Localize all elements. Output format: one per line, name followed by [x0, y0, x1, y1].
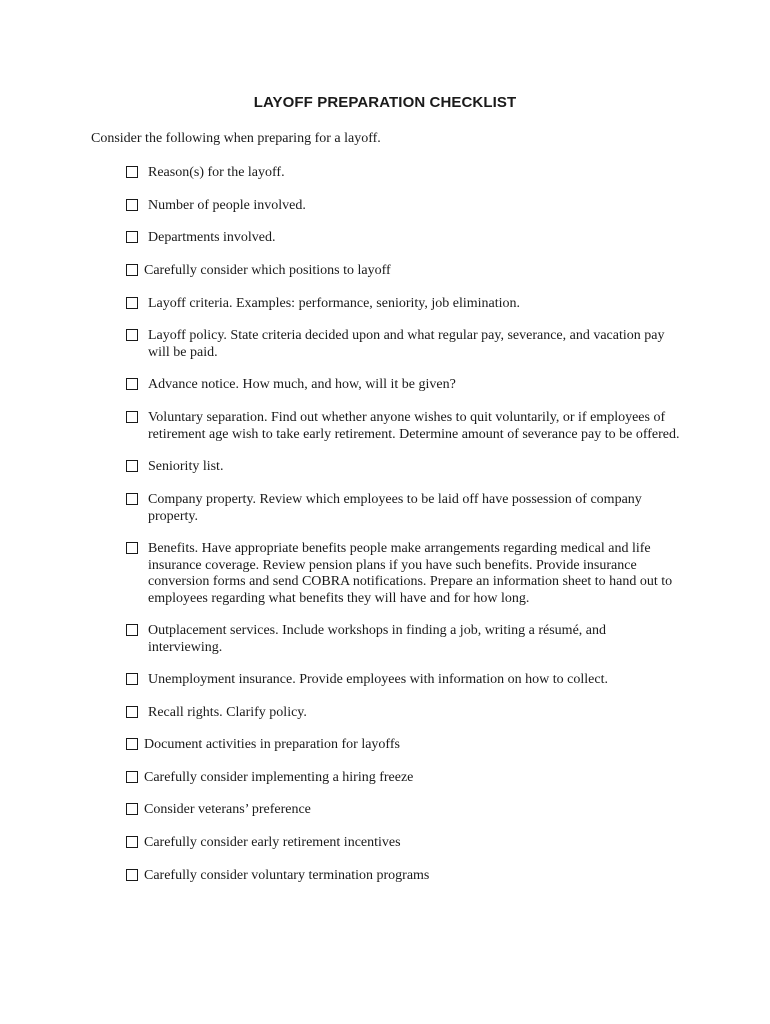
checklist-item-departments: [126, 230, 696, 247]
checkbox[interactable]: [126, 166, 138, 178]
checklist-item-unemployment: [126, 672, 696, 689]
page-title: LAYOFF PREPARATION CHECKLIST: [253, 94, 517, 111]
checkbox[interactable]: [126, 771, 138, 783]
checklist-item-recall-rights: [126, 705, 696, 722]
item-label: Company property. Review which employees to be laid off have possession of company property.: [148, 492, 642, 524]
item-label: Document activities in preparation for layoffs: [144, 737, 400, 752]
item-label: Reason(s) for the layoff.: [148, 165, 285, 180]
checklist-item-criteria: [126, 296, 696, 313]
checkbox[interactable]: [126, 264, 138, 276]
item-label: Benefits. Have appropriate benefits people make arrangements regarding medical and life insurance coverage. Review pension plans if you have such benefits. Provide insurance conversion forms and send COBRA notifications. Prepare an information sheet to hand out to employees regarding what benefits they will have and for how long.: [148, 541, 673, 606]
checkbox[interactable]: [126, 493, 138, 505]
item-label: Layoff policy. State criteria decided upon and what regular pay, severance, and vacation pay will be paid.: [148, 328, 665, 360]
checkbox[interactable]: [126, 231, 138, 243]
checklist-item-company-property: [126, 492, 696, 525]
checkbox[interactable]: [126, 329, 138, 341]
item-label: Consider veterans’ preference: [144, 802, 311, 817]
checklist-item-voluntary-termination: [126, 868, 696, 885]
checkbox[interactable]: [126, 836, 138, 848]
checklist-item-policy: [126, 328, 696, 361]
checklist-item-hiring-freeze: [126, 770, 696, 787]
checklist-item-veterans: [126, 802, 696, 819]
checkbox[interactable]: [126, 199, 138, 211]
item-label: Carefully consider which positions to layoff: [144, 263, 391, 278]
item-label: Carefully consider implementing a hiring freeze: [144, 770, 414, 785]
checkbox[interactable]: [126, 706, 138, 718]
checkbox[interactable]: [126, 869, 138, 881]
item-label: Recall rights. Clarify policy.: [148, 705, 307, 720]
item-label: Outplacement services. Include workshops in finding a job, writing a résumé, and interviewing.: [148, 623, 606, 655]
item-label: Carefully consider early retirement incentives: [144, 835, 401, 850]
checkbox[interactable]: [126, 624, 138, 636]
checklist-item-advance-notice: [126, 377, 696, 394]
checkbox[interactable]: [126, 297, 138, 309]
item-label: Seniority list.: [148, 459, 224, 474]
item-label: Advance notice. How much, and how, will it be given?: [148, 377, 456, 392]
checkbox[interactable]: [126, 673, 138, 685]
checkbox[interactable]: [126, 542, 138, 554]
checklist-item-positions: [126, 263, 696, 280]
checklist-item-document-activities: [126, 737, 696, 754]
checklist-item-benefits: [126, 541, 696, 607]
checkbox[interactable]: [126, 378, 138, 390]
item-label: Unemployment insurance. Provide employees with information on how to collect.: [148, 672, 608, 687]
checklist-item-seniority: [126, 459, 696, 476]
checkbox[interactable]: [126, 411, 138, 423]
checklist-item-reasons: [126, 165, 696, 182]
checklist-item-early-retirement: [126, 835, 696, 852]
item-label: Voluntary separation. Find out whether anyone wishes to quit voluntarily, or if employees of retirement age wish to take early retirement. Determine amount of severance pay to be offered.: [148, 410, 680, 442]
checklist-item-outplacement: [126, 623, 696, 656]
item-label: Departments involved.: [148, 230, 276, 245]
item-label: Layoff criteria. Examples: performance, seniority, job elimination.: [148, 296, 521, 311]
checklist-item-people: [126, 198, 696, 215]
item-label: Number of people involved.: [148, 198, 306, 213]
checkbox[interactable]: [126, 803, 138, 815]
checklist-item-voluntary-separation: [126, 410, 696, 443]
intro-text: Consider the following when preparing for a layoff.: [91, 131, 381, 146]
item-label: Carefully consider voluntary termination programs: [144, 868, 430, 883]
checkbox[interactable]: [126, 460, 138, 472]
checkbox[interactable]: [126, 738, 138, 750]
